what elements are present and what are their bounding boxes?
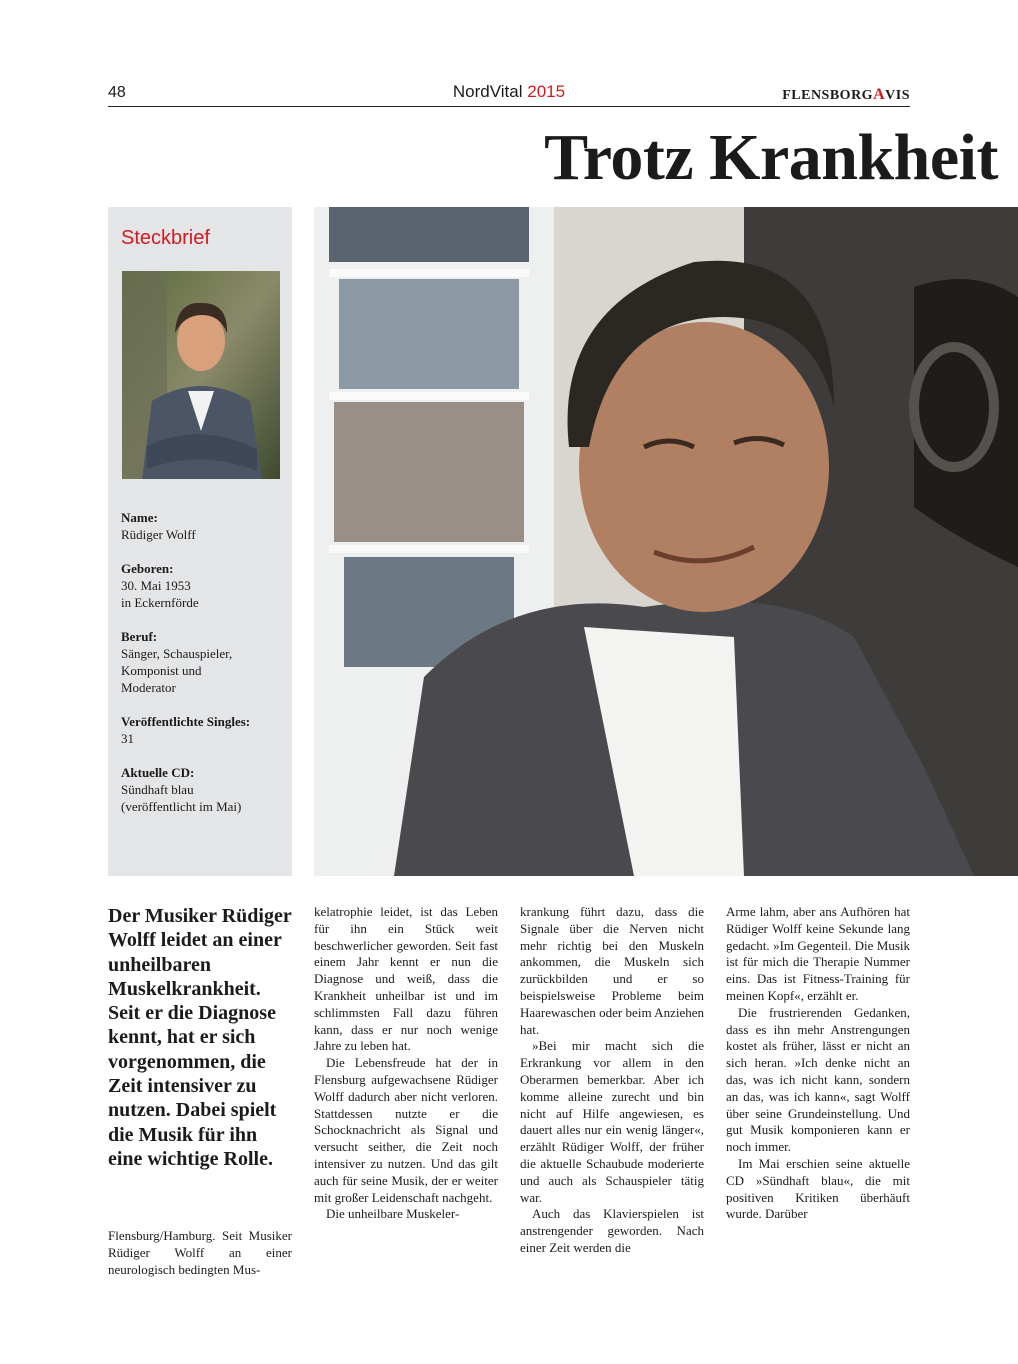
fact-label: Aktuelle CD:	[121, 765, 195, 780]
fact-item	[121, 560, 285, 611]
fact-label: Beruf:	[121, 629, 158, 644]
fact-list	[121, 509, 285, 832]
publisher-logo	[782, 86, 910, 104]
paragraph: »Bei mir macht sich die Erkrankung vor allem in den Oberarmen bemerkbar. Aber ich komme alleine zurecht und bin nicht auf Hilfe angewiesen, es dauert alles nur ein wenig länger«, erzählt Rüdiger Wolff, der früher die aktuelle Schaubude moderierte und auch als Schauspieler tätig war.	[520, 1038, 704, 1205]
logo-main: FLENSBORG	[782, 88, 874, 103]
fact-label: Geboren:	[121, 561, 174, 576]
page-number: 48	[108, 84, 126, 101]
fact-label: Name:	[121, 510, 158, 525]
fact-value: Sündhaft blau (veröffentlicht im Mai)	[121, 782, 242, 814]
logo-a: A	[873, 86, 886, 103]
article-column-4	[726, 904, 910, 1223]
article-intro: Flensburg/Hamburg. Seit Musiker Rüdiger Wolff an einer neurologisch bedingten Mus-	[108, 1228, 292, 1277]
article-column-2	[314, 904, 498, 1223]
fact-item	[121, 764, 285, 815]
logo-rest: VIS	[885, 88, 910, 103]
paragraph: Die unheilbare Muskeler-	[326, 1206, 460, 1222]
fact-value: Sänger, Schauspieler, Komponist und Moderator	[121, 646, 233, 695]
paragraph: kelatrophie leidet, ist das Leben für ihn ein Stück weit beschwerlicher geworden. Seit fast einem Jahr kennt er nun die Diagnose und weiß, dass die Krankheit unheilbar ist und im schlimmsten Fall dazu führen kann, dass er nur noch wenige Jahre zu leben hat.	[314, 904, 498, 1054]
fact-item	[121, 509, 285, 543]
fact-value: 31	[121, 731, 134, 746]
paragraph: Die Lebensfreude hat der in Flensburg aufgewachsene Rüdiger Wolff dadurch aber nicht verloren. Stattdessen nutzte er die Schocknachricht als Signal und versucht seither, die Zeit noch intensiver zu nutzen. Und das gilt auch für seine Musik, der er weiter mit großer Leidenschaft nachgeht.	[314, 1055, 498, 1205]
main-photo	[314, 207, 1018, 876]
magazine-name: NordVital	[452, 82, 523, 101]
paragraph: Die frustrierenden Gedanken, dass es ihn mehr Anstrengungen kostet als früher, lässt er nicht an sich heran. »Ich denke nicht an das, was ich nicht kann, sondern an das, was ich kann«, sagt Wolff über seine Grundeinstellung. Und gut Musik komponieren kann er noch immer.	[726, 1004, 910, 1155]
fact-item	[121, 713, 285, 747]
paragraph: Auch das Klavierspielen ist anstrengender geworden. Nach einer Zeit werden die	[520, 1206, 704, 1255]
fact-value: 30. Mai 1953 in Eckernförde	[121, 578, 199, 610]
lead-paragraph: Der Musiker Rüdiger Wolff leidet an einer unheilbaren Muskelkrankheit. Seit er die Diagnose kennt, hat er sich vorgenommen, die Zeit intensiver zu nutzen. Dabei spielt die Musik für ihn eine wichtige Rolle.	[108, 905, 292, 1170]
headline: Trotz Krankheit	[544, 121, 998, 194]
page-header	[108, 82, 910, 107]
fact-value: Rüdiger Wolff	[121, 527, 196, 542]
fact-label: Veröffentlichte Singles:	[121, 714, 251, 729]
paragraph: Im Mai erschien seine aktuelle CD »Sündhaft blau«, die mit positiven Kritiken überhäuft wurde. Darüber	[726, 1155, 910, 1222]
paragraph: krankung führt dazu, dass die Signale über die Nerven nicht mehr richtig bei den Muskeln ankommen, die Muskeln sich zurückbilden und er so beispielsweise Probleme beim Haarewaschen oder beim Anziehen hat.	[520, 904, 704, 1037]
magazine-year: 2015	[527, 82, 566, 101]
fact-item	[121, 628, 285, 696]
steckbrief-box	[108, 207, 292, 876]
portrait-thumbnail	[122, 271, 280, 479]
steckbrief-title: Steckbrief	[121, 227, 210, 249]
paragraph: Arme lahm, aber ans Aufhören hat Rüdiger Wolff keine Sekunde lang gedacht. »Im Gegenteil. Die Musik ist für mich die Therapie Nummer eins. Das ist Fitness-Training für meinen Kopf«, erzählt er.	[726, 904, 910, 1003]
article-column-3	[520, 904, 704, 1257]
